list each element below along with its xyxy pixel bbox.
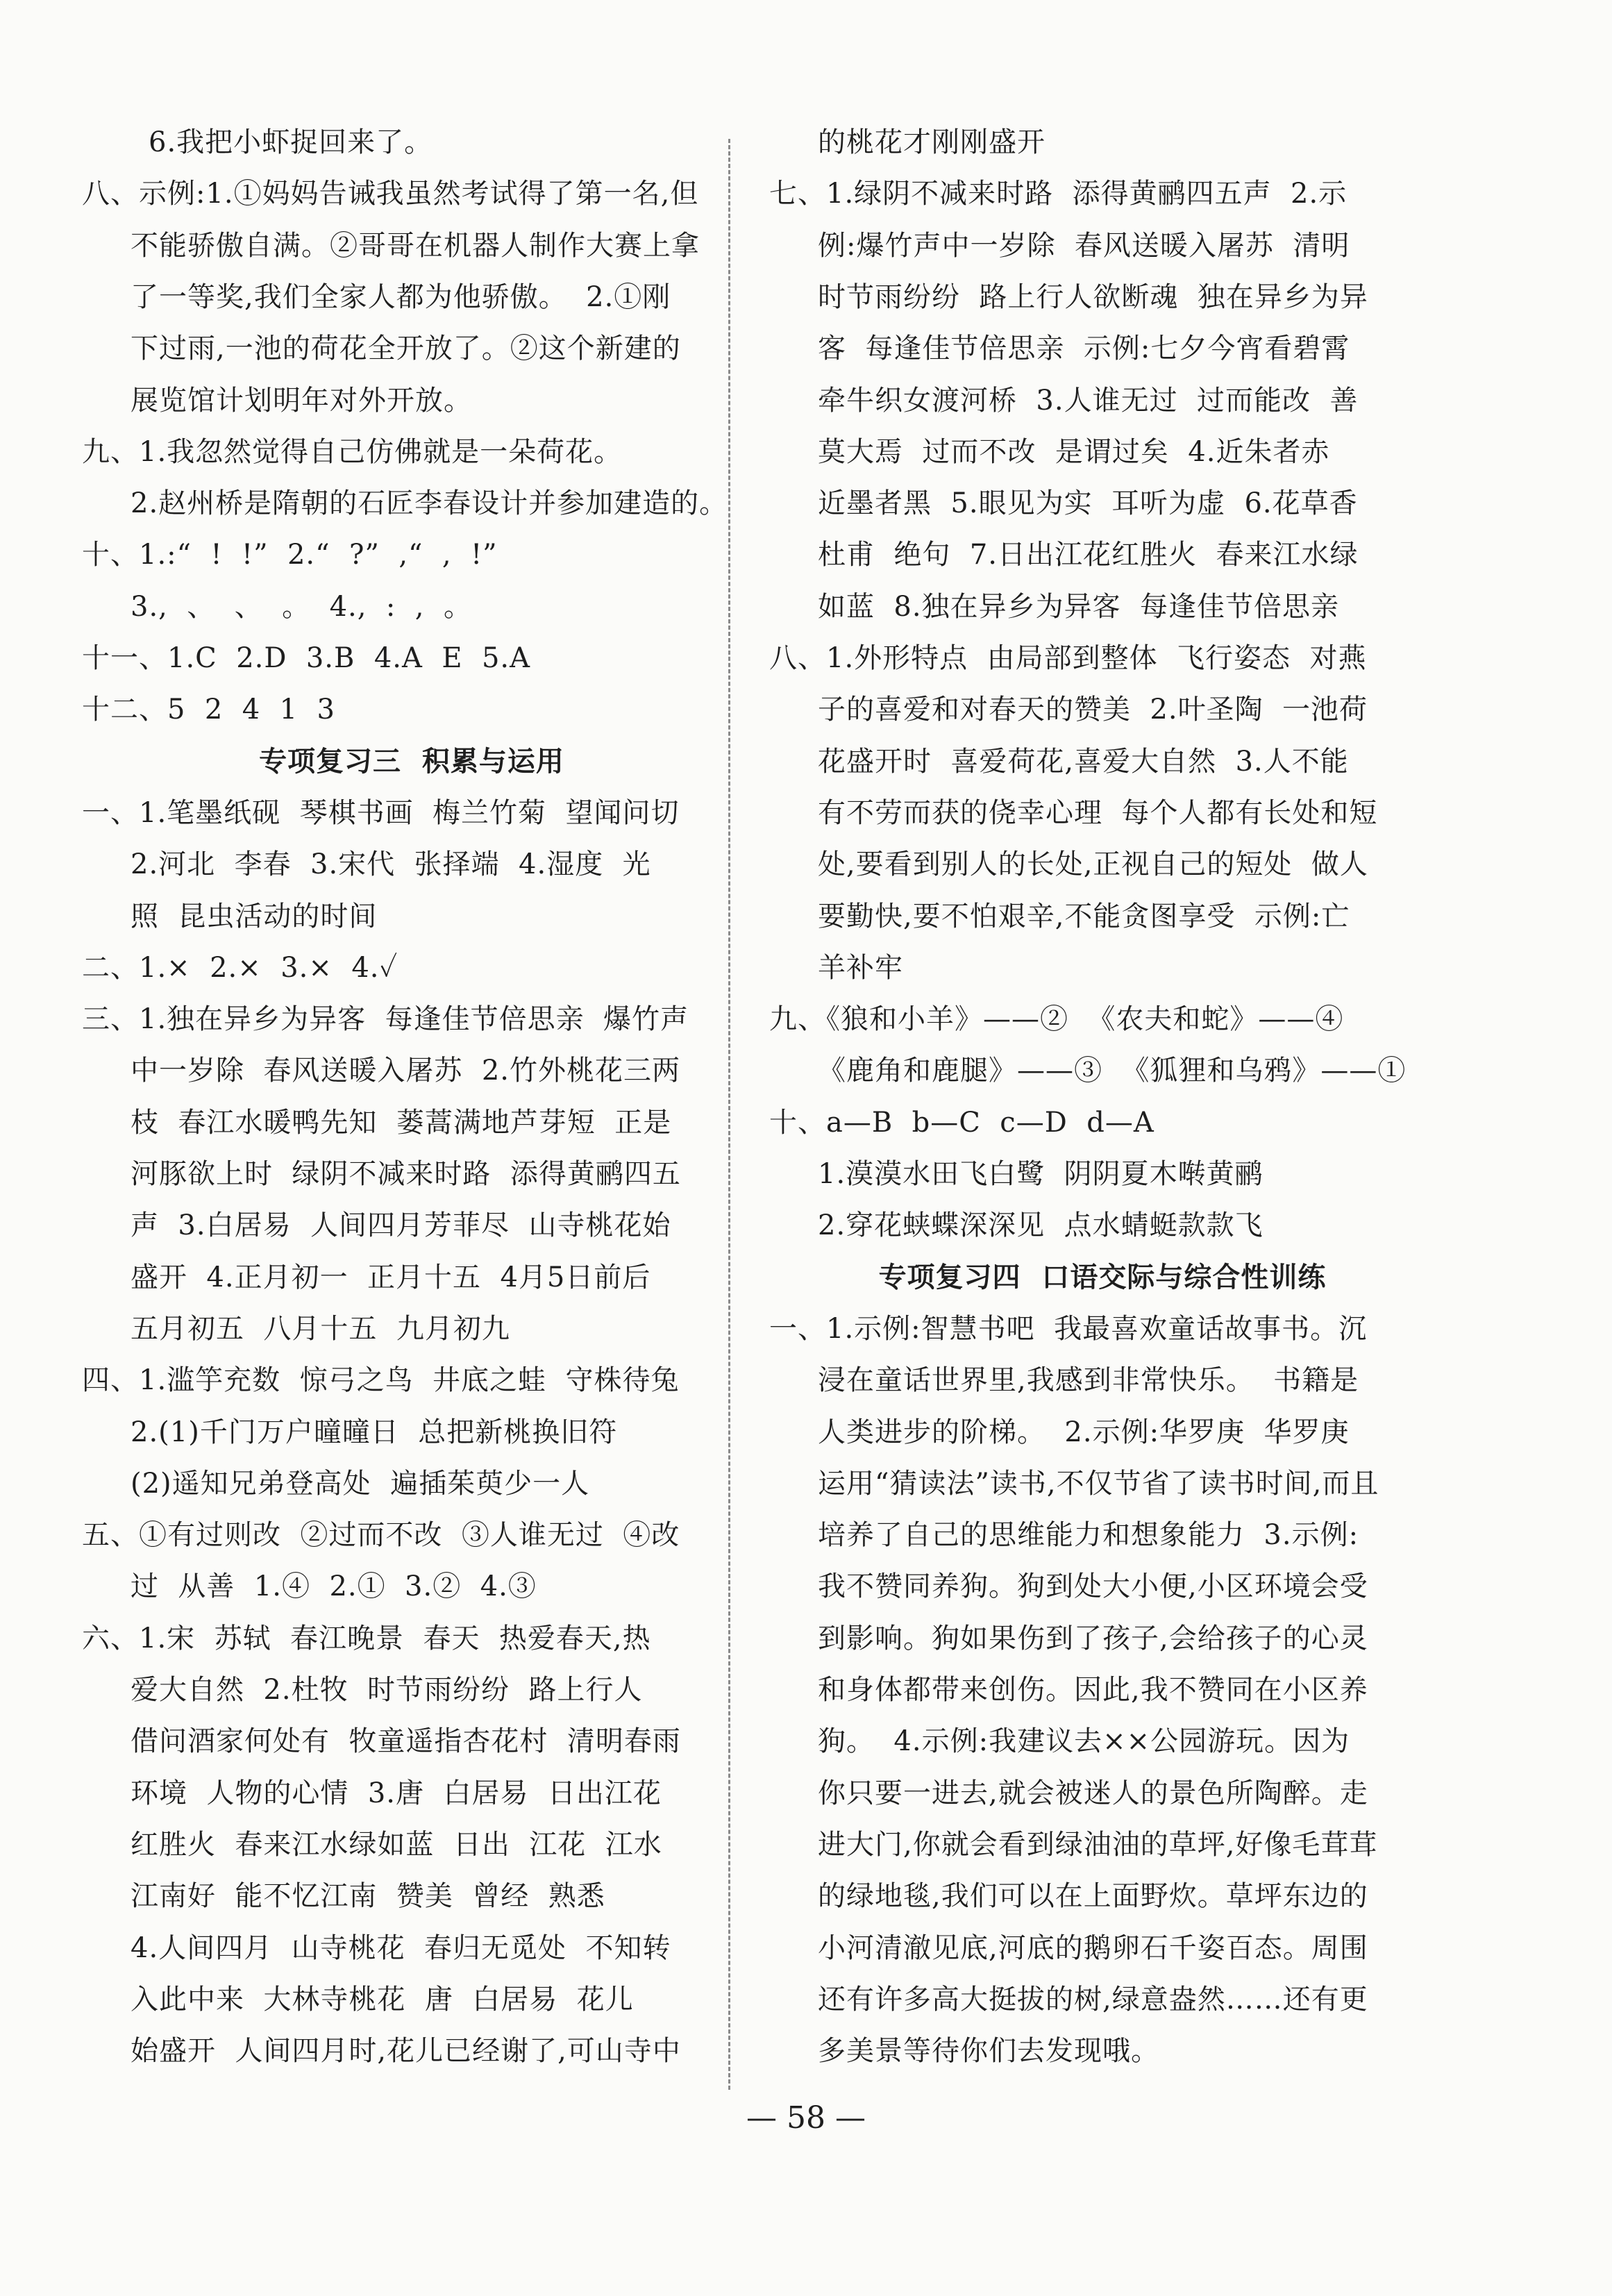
answer-line: 近墨者黑 5.眼见为实 耳听为虚 6.花草香 (818, 487, 1358, 520)
answer-line: 九、《狼和小羊》——② 《农夫和蛇》——④ (769, 1003, 1344, 1036)
answer-line: 过 从善 1.④ 2.① 3.② 4.③ (131, 1570, 537, 1603)
answer-line: 时节雨纷纷 路上行人欲断魂 独在异乡为异 (818, 280, 1368, 313)
answer-line: 七、1.绿阴不减来时路 添得黄鹂四五声 2.示 (769, 178, 1347, 210)
answer-line: 进大门,你就会看到绿油油的草坪,好像毛茸茸 (818, 1828, 1378, 1861)
answer-line: 一、1.示例:智慧书吧 我最喜欢童话故事书。沉 (769, 1312, 1368, 1345)
answer-line: 《鹿角和鹿腿》——③ 《狐狸和乌鸦》——① (818, 1055, 1407, 1087)
answer-line: 二、1.× 2.× 3.× 4.✓ (82, 951, 398, 984)
answer-line: 一、1.笔墨纸砚 琴棋书画 梅兰竹菊 望闻问切 (82, 796, 680, 829)
answer-line: 运用“猜读法”读书,不仅节省了读书时间,而且 (818, 1467, 1379, 1500)
answer-line: 下过雨,一池的荷花全开放了。②这个新建的 (131, 333, 681, 365)
answer-line: 3., 、 、 。 4., : , 。 (131, 590, 472, 623)
answer-line: 的绿地毯,我们可以在上面野炊。草坪东边的 (818, 1880, 1368, 1913)
answer-line: 的桃花才刚刚盛开 (818, 126, 1046, 158)
page-number: 58 (787, 2100, 825, 2136)
answer-line: 2.赵州桥是隋朝的石匠李春设计并参加建造的。 (131, 487, 728, 520)
answer-line: 八、1.外形特点 由局部到整体 飞行姿态 对燕 (769, 642, 1367, 674)
answer-line: 三、1.独在异乡为异客 每逢佳节倍思亲 爆竹声 (82, 1003, 689, 1036)
answer-line: 牵牛织女渡河桥 3.人谁无过 过而能改 善 (818, 384, 1359, 417)
answer-line: 例:爆竹声中一岁除 春风送暖入屠苏 清明 (818, 229, 1350, 262)
answer-line: 照 昆虫活动的时间 (131, 900, 378, 932)
answer-line: 中一岁除 春风送暖入屠苏 2.竹外桃花三两 (131, 1055, 681, 1087)
answer-line: 声 3.白居易 人间四月芳菲尽 山寺桃花始 (131, 1209, 671, 1242)
answer-line: 羊补牢 (818, 951, 903, 984)
answer-line: 六、1.宋 苏轼 春江晚景 春天 热爱春天,热 (82, 1622, 651, 1654)
answer-line: 子的喜爱和对春天的赞美 2.叶圣陶 一池荷 (818, 694, 1368, 726)
answer-line: 花盛开时 喜爱荷花,喜爱大自然 3.人不能 (818, 745, 1349, 778)
answer-line: 小河清澈见底,河底的鹅卵石千姿百态。周围 (818, 1932, 1368, 1964)
answer-line: 处,要看到别人的长处,正视自己的短处 做人 (818, 848, 1368, 881)
answer-line: 有不劳而获的侥幸心理 每个人都有长处和短 (818, 796, 1378, 829)
answer-line: 入此中来 大林寺桃花 唐 白居易 花儿 (131, 1983, 634, 2016)
answer-line: 要勤快,要不怕艰辛,不能贪图享受 示例:亡 (818, 900, 1350, 932)
answer-line: 狗。 4.示例:我建议去××公园游玩。因为 (818, 1725, 1350, 1758)
section-heading: 专项复习三 积累与运用 (259, 744, 564, 778)
answer-line: 浸在童话世界里,我感到非常快乐。 书籍是 (818, 1364, 1359, 1397)
answer-line: 九、1.我忽然觉得自己仿佛就是一朵荷花。 (82, 435, 623, 468)
answer-line: 我不赞同养狗。狗到处大小便,小区环境会受 (818, 1570, 1368, 1603)
answer-line: 4.人间四月 山寺桃花 春归无觅处 不知转 (131, 1932, 671, 1964)
answer-line: 十一、1.C 2.D 3.B 4.A E 5.A (82, 642, 531, 674)
answer-line: 你只要一进去,就会被迷人的景色所陶醉。走 (818, 1777, 1368, 1809)
answer-line: 杜甫 绝句 7.日出江花红胜火 春来江水绿 (818, 539, 1359, 571)
answer-line: 盛开 4.正月初一 正月十五 4月5日前后 (131, 1261, 651, 1293)
answer-line: 枝 春江水暖鸭先知 蒌蒿满地芦芽短 正是 (131, 1106, 672, 1139)
answer-line: 红胜火 春来江水绿如蓝 日出 江花 江水 (131, 1828, 662, 1861)
answer-line: 多美景等待你们去发现哦。 (818, 2035, 1159, 2068)
answer-line: 展览馆计划明年对外开放。 (131, 384, 472, 417)
answer-line: 如蓝 8.独在异乡为异客 每逢佳节倍思亲 (818, 590, 1340, 623)
answer-line: 还有许多高大挺拔的树,绿意盎然……还有更 (818, 1983, 1368, 2016)
answer-line: 环境 人物的心情 3.唐 白居易 日出江花 (131, 1777, 662, 1809)
answer-line: 2.(1)千门万户曈曈日 总把新桃换旧符 (131, 1416, 618, 1448)
answer-line: 不能骄傲自满。②哥哥在机器人制作大赛上拿 (131, 229, 700, 262)
answer-line: 1.漠漠水田飞白鹭 阴阴夏木啭黄鹂 (818, 1158, 1263, 1190)
answer-line: 人类进步的阶梯。 2.示例:华罗庚 华罗庚 (818, 1416, 1350, 1448)
answer-line: 莫大焉 过而不改 是谓过矣 4.近朱者赤 (818, 435, 1330, 468)
page-footer: — 58 — (746, 2100, 866, 2136)
answer-line: 河豚欲上时 绿阴不减来时路 添得黄鹂四五 (131, 1158, 681, 1190)
column-divider (728, 139, 730, 2090)
answer-line: 十二、5 2 4 1 3 (82, 694, 335, 726)
answer-line: 借问酒家何处有 牧童遥指杏花村 清明春雨 (131, 1725, 681, 1758)
answer-line: 四、1.滥竽充数 惊弓之鸟 井底之蛙 守株待兔 (82, 1364, 680, 1397)
answer-line: 五月初五 八月十五 九月初九 (131, 1312, 510, 1345)
answer-line: 6.我把小虾捉回来了。 (149, 126, 433, 158)
answer-line: 江南好 能不忆江南 赞美 曾经 熟悉 (131, 1880, 605, 1913)
answer-line: 到影响。狗如果伤到了孩子,会给孩子的心灵 (818, 1622, 1368, 1654)
answer-line: 爱大自然 2.杜牧 时节雨纷纷 路上行人 (131, 1674, 643, 1706)
answer-line: 十、a—B b—C c—D d—A (769, 1106, 1155, 1139)
answer-line: 2.穿花蛱蝶深深见 点水蜻蜓款款飞 (818, 1209, 1263, 1242)
answer-line: 始盛开 人间四月时,花儿已经谢了,可山寺中 (131, 2035, 681, 2068)
answer-line: 五、①有过则改 ②过而不改 ③人谁无过 ④改 (82, 1519, 680, 1552)
answer-line: 和身体都带来创伤。因此,我不赞同在小区养 (818, 1674, 1368, 1706)
section-heading: 专项复习四 口语交际与综合性训练 (878, 1260, 1327, 1293)
answer-line: 八、示例:1.①妈妈告诫我虽然考试得了第一名,但 (82, 178, 699, 210)
answer-line: 了一等奖,我们全家人都为他骄傲。 2.①刚 (131, 280, 671, 313)
answer-line: 客 每逢佳节倍思亲 示例:七夕今宵看碧霄 (818, 333, 1350, 365)
answer-line: (2)遥知兄弟登高处 遍插茱萸少一人 (131, 1467, 590, 1500)
answer-line: 十、1.:“ ! !” 2.“ ?” ,“ , !” (82, 539, 498, 571)
answer-line: 2.河北 李春 3.宋代 张择端 4.湿度 光 (131, 848, 651, 881)
answer-line: 培养了自己的思维能力和想象能力 3.示例: (818, 1519, 1359, 1552)
